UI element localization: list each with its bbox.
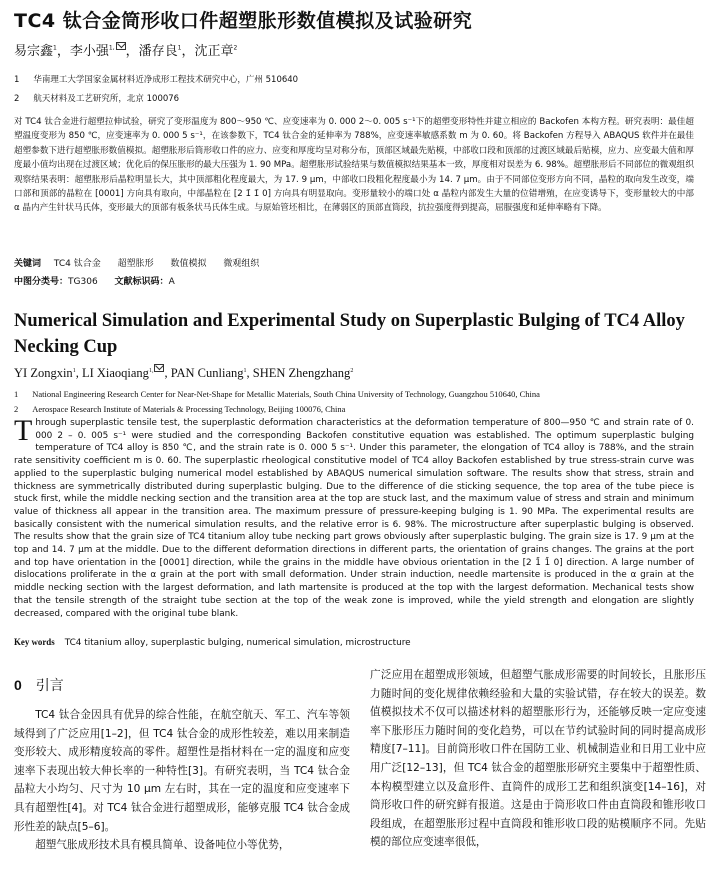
en-author-name: LI Xiaoqiang bbox=[81, 366, 149, 381]
cn-authors: 易宗鑫$^1$，李小强$^{1,}$ ，潘存良$^1$，沈正章$^2$ bbox=[14, 40, 237, 59]
cn-author-sup: 1 bbox=[53, 44, 57, 52]
en-affiliation bbox=[14, 389, 540, 399]
cn-title: TC4 钛合金筒形收口件超塑胀形数值模拟及试验研究 bbox=[14, 10, 473, 32]
cn-keywords bbox=[14, 256, 259, 269]
en-abstract-text: hrough superplastic tensile test, the superplastic deformation characteristics at the deformation temperature of 800—950 ℃ and strain rate of 0. 000 2 – 0. 005 s⁻¹ were studied and the corresponding Backofen constitutive equation was established. The optimum superplastic bulging temperature of TC4 alloy is 850 ℃, and the strain rate is 0. 000 5 s⁻¹. Under this parameter, the elongation of TC4 alloy is 788%, and the strain rate sensitivity coefficient m is 0. 60. The superplastic rheological constitutive model of TC4 alloy Backofen established by true stress-strain curve was applied to the superplastic bulging numerical model established by ABAQUS numerical simulation software. The results show that stress, strain and thickness are symmetrically distributed during superplastic bulging. Due to the difference of die sticking sequence, the top area of the tube piece is stuck first, while the middle necking section and the transition area at the top are stuck last, and the maximum value of stress and strain and minimum value of thickness all appear in the transition area. The maximum pressure of pressure-keeping bulging is 1. 90 MPa. The experimental results are basically consistent with the numerical simulation results, and the relative error is 6. 98%. The microstructure after superplastic bulging is observed. The results show that the grain size of TC4 titanium alloy tube necking part grows obviously after superplastic bulging. The grain size is 17. 9 μm at the top and 14. 7 μm at the middle. Due to the different deformation directions in different parts, the orientation of grains changes. The grains at the port and top have orientation in the [0001] direction, while the grains in the middle have obvious orientation in the [2 1̄ 1̄ 0] direction. A large number of dislocations proliferate in the α grain at the port with small deformation. Under strain induction, needle martensite is produced in the α grain at the middle necking section with the largest deformation, and lath martensite is produced at the top with the largest deformation. Mechanical tests show that the tensile strength of the straight tube section at the top of the weak zone is improved, while the yield strength and elongation are slightly decreased, compared with the original tube blank. bbox=[14, 418, 694, 619]
cn-author-name: 李小强 bbox=[69, 44, 109, 59]
en-author-name: YI Zongxin bbox=[14, 366, 73, 381]
section-number: 0 bbox=[14, 677, 22, 693]
cn-affiliation bbox=[14, 92, 179, 104]
cn-affiliation-text: 华南理工大学国家金属材料近净成形工程技术研究中心，广州 510640 bbox=[33, 75, 299, 85]
cn-classification bbox=[14, 274, 175, 287]
en-author-name: SHEN Zhengzhang bbox=[252, 366, 351, 381]
en-title: Numerical Simulation and Experimental Study on Superplastic Bulging of TC4 Alloy Necking Cup bbox=[14, 311, 685, 357]
doc-code-value: A bbox=[168, 277, 175, 287]
cn-author-sup: 2 bbox=[233, 44, 238, 52]
en-affiliation-text: National Engineering Research Center for Near-Net-Shape for Metallic Materials, South China University of Technology, Guangzhou 510640, China bbox=[32, 389, 540, 399]
cn-author-sup: 1 bbox=[177, 44, 182, 52]
clc-label: 中图分类号： bbox=[14, 277, 69, 287]
doc-code-label: 文献标识码： bbox=[114, 277, 169, 287]
cn-author-name: 易宗鑫 bbox=[14, 44, 54, 59]
cn-author-sup: 1, bbox=[108, 44, 115, 52]
body-left-column bbox=[14, 664, 350, 855]
en-author-sup: 1, bbox=[148, 368, 154, 374]
en-keywords bbox=[14, 637, 411, 648]
cn-affiliation-text: 航天材料及工艺研究所，北京 100076 bbox=[33, 94, 180, 104]
en-authors: YI Zongxin$^1$, LI Xiaoqiang$^{1,}$ , PAN Cunliang$^1$, SHEN Zhengzhang$^2$ bbox=[14, 364, 353, 381]
cn-keyword: 数值模拟 bbox=[170, 259, 207, 269]
cn-abstract: 对 TC4 钛合金进行超塑拉伸试验，研究了变形温度为 800～950 ℃、应变速率为 0. 000 2～0. 005 s⁻¹下的超塑变形特性并建立相应的 Backofen 本构方程。研究表明：最佳超塑温度变形为 850 ℃，应变速率为 0. 000 5 s⁻¹，在该参数下，TC4 钛合金的延伸率为 788%，应变速率敏感系数 m 为 0. 60。将 Backofen 方程导入 ABAQUS 软件并在最佳超塑参数下进行超塑胀形数值模拟。超塑胀形后筒形收口件的应力、应变和厚度均呈对称分布，顶部区域最先贴模，中部收口段和顶部的过渡区域最后贴模，应力、应变最大值和厚度最小值均出现在过渡区域；优化后的保压胀形的最大压强为 1. 90 MPa。超塑胀形试验结果与数值模拟结果基本一致，厚度相对误差为 6. 98%。超塑胀形后不同部位的微观组织观察结果表明：超塑胀形后晶粒明显长大，其中顶部粗化程度最大，为 17. 9 μm，中部收口段粗化程度最小为 14. 7 μm。由于不同部位变形方向不同，晶粒的取向发生改变，端口部和顶部的晶粒在 [0001] 方向具有取向，中部晶粒在 [2 1̄ 1̄ 0] 方向具有明显取向。变形量较小的端口处 α 晶粒内部发生大量的位错增殖，在应变诱导下，变形量较大的中部 α 晶内产生针状马氏体，变形最大的顶部有板条状马氏体生成。与原始管坯相比，在薄弱区的顶部直筒段，抗拉强度得到提高，屈服强度和延伸率略有下降。 bbox=[14, 117, 694, 214]
cn-affiliation-num: 2 bbox=[14, 94, 20, 104]
en-author-sup: 1 bbox=[72, 368, 76, 374]
en-keywords-text: TC4 titanium alloy, superplastic bulging, numerical simulation, microstructure bbox=[64, 638, 411, 648]
en-affiliation-text: Aerospace Research Institute of Materials & Processing Technology, Beijing 100076, China bbox=[32, 404, 346, 414]
en-abstract bbox=[14, 414, 694, 620]
en-affiliation bbox=[14, 404, 345, 414]
body-paragraph: TC4 钛合金因具有优异的综合性能，在航空航天、军工、汽车等领域得到了广泛应用[1–2]，但 TC4 钛合金的成形性较差，难以用来制造变形较大、成形精度较高的零件。超塑性是指材料在一定的温度和应变速率下表现出较大伸长率的一种特性[3]。有研究表明，当 TC4 钛合金晶粒大小均匀、尺寸为 10 μm 左右时，其在一定的温度和应变速率下具有超塑性[4]。对 TC4 钛合金进行超塑成形，能够克服 TC4 钛合金成形性差的缺点[5–6]。 bbox=[14, 709, 350, 833]
body-right-column bbox=[370, 666, 706, 852]
en-abstract-dropcap: T bbox=[14, 414, 33, 447]
cn-keyword: TC4 钛合金 bbox=[53, 259, 101, 269]
cn-keywords-label: 关键词 bbox=[14, 259, 42, 269]
en-author-sup: 1 bbox=[243, 368, 247, 374]
body-paragraph: 广泛应用在超塑成形领域，但超塑气胀成形需要的时间较长，且胀形压力随时间的变化规律依赖经验和大量的实验试错，存在较大的误差。数值模拟技术不仅可以描述材料的超塑胀形行为，还能够反映一定应变速率下胀形压力随时间的变化趋势，可以在节约试验时间的同时提高成形精度[7–11]。目前筒形收口件在国防工业、机械制造业和日用工业中应用广泛[12–13]，但 TC4 钛合金的超塑胀形研究主要集中于超塑性质、本构模型建立以及盒形件、直筒件的成形工艺和组织演变[14–16]，对筒形收口件的研究鲜有报道。这是由于筒形收口件由直筒段和锥形收口段组成，在超塑胀形过程中直筒段和锥形收口段的贴模顺序不同。先贴模的部位应变速率很低， bbox=[370, 669, 706, 849]
cn-author-name: 潘存良 bbox=[138, 44, 178, 59]
cn-affiliation-num: 1 bbox=[14, 75, 20, 85]
body-paragraph: 超塑气胀成形技术具有模具简单、设备吨位小等优势， bbox=[35, 839, 290, 852]
section-heading bbox=[14, 676, 350, 696]
en-keywords-label: Key words bbox=[14, 637, 55, 647]
cn-author-name: 沈正章 bbox=[194, 44, 234, 59]
en-affiliation-num: 1 bbox=[14, 389, 19, 399]
section-title: 引言 bbox=[35, 678, 64, 694]
cn-keyword: 微观组织 bbox=[223, 259, 260, 269]
envelope-icon bbox=[116, 42, 126, 50]
cn-affiliation bbox=[14, 73, 298, 85]
en-author-name: PAN Cunliang bbox=[170, 366, 244, 381]
en-author-sup: 2 bbox=[350, 368, 354, 374]
clc-value: TG306 bbox=[68, 277, 98, 287]
en-affiliation-num: 2 bbox=[14, 404, 19, 414]
envelope-icon bbox=[154, 364, 164, 372]
cn-keyword: 超塑胀形 bbox=[117, 259, 154, 269]
